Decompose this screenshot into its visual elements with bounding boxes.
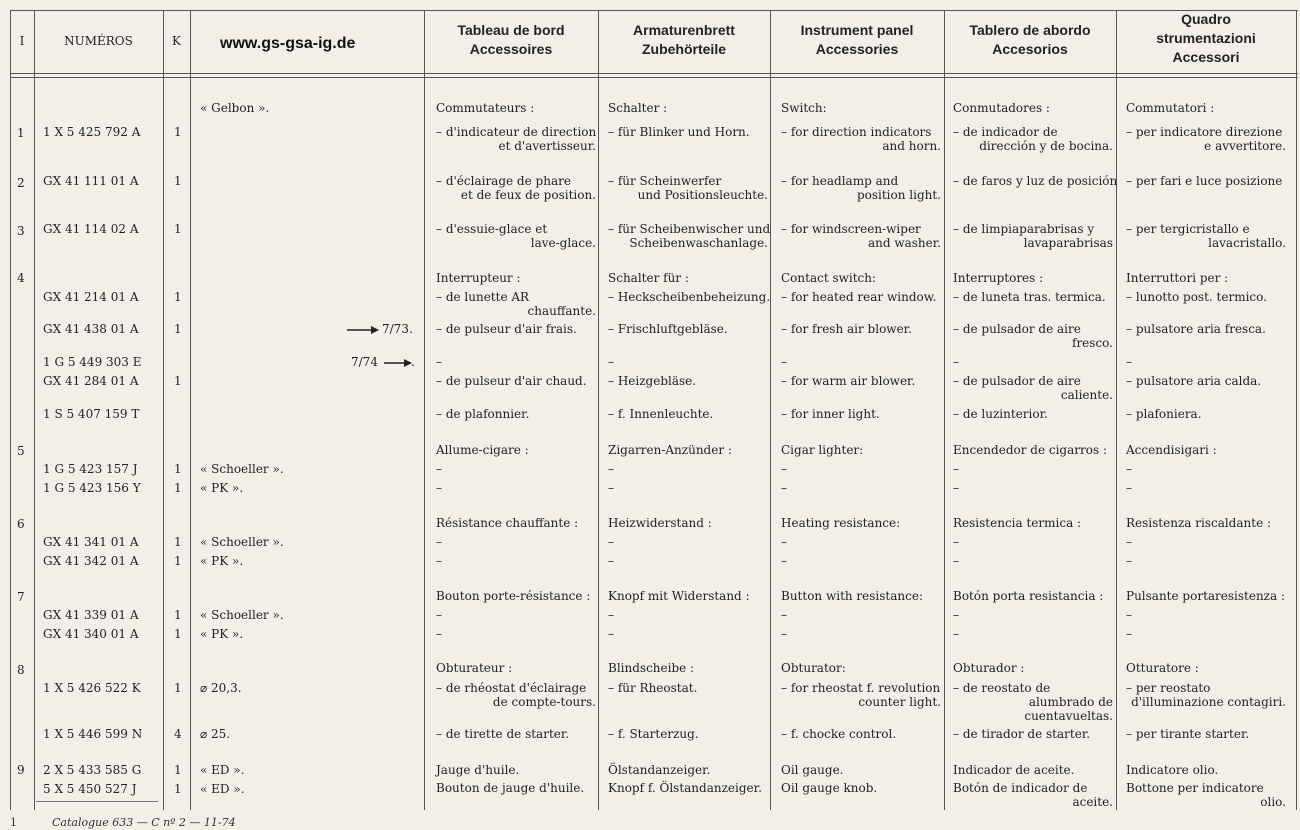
header-it-line2: strumentazioni — [1156, 30, 1256, 46]
es-text: – de indicador de — [953, 125, 1058, 139]
remark: ⌀ 25. — [200, 727, 231, 741]
part-number: 2 X 5 433 585 G — [43, 763, 142, 777]
header-index: I — [19, 34, 25, 48]
it-text: – pulsatore aria calda. — [1126, 374, 1262, 388]
es-text: – — [953, 481, 959, 495]
fr-text: – d'éclairage de phare — [436, 174, 571, 188]
es-text: caliente. — [1060, 388, 1113, 402]
es-text: cuentavueltas. — [1024, 709, 1113, 723]
it-text: – plafoniera. — [1126, 407, 1202, 421]
col-border-numbers — [163, 10, 164, 810]
it-text: – — [1126, 627, 1132, 641]
es-text: – — [953, 608, 959, 622]
de-text: – für Rheostat. — [608, 681, 698, 695]
en-text: position light. — [856, 188, 941, 202]
quantity: 1 — [174, 322, 182, 336]
fr-text: – — [436, 554, 442, 568]
es-text: Indicador de aceite. — [953, 763, 1075, 777]
header-it-line3: Accessori — [1172, 49, 1240, 65]
fr-text: Jauge d'huile. — [436, 763, 520, 777]
row-number: 6 — [17, 517, 25, 531]
fr-text: Interrupteur : — [436, 271, 521, 285]
fr-text: – — [436, 608, 442, 622]
part-number: 1 S 5 407 159 T — [43, 407, 140, 421]
fr-text: – — [436, 627, 442, 641]
col-border-de — [770, 10, 771, 810]
en-text: – for direction indicators — [781, 125, 932, 139]
row-number: 3 — [17, 224, 25, 238]
fr-text: – — [436, 481, 442, 495]
website-watermark: www.gs-gsa-ig.de — [220, 35, 356, 52]
col-border-fr — [598, 10, 599, 810]
part-number: GX 41 339 01 A — [43, 608, 139, 622]
it-text: olio. — [1260, 795, 1286, 809]
row-number: 2 — [17, 176, 25, 190]
remark: « PK ». — [200, 481, 244, 495]
fr-text: Allume-cigare : — [436, 443, 529, 457]
de-text: – — [608, 481, 614, 495]
de-text: Schalter : — [608, 101, 668, 115]
es-text: – de faros y luz de posición — [953, 174, 1118, 188]
it-text: Resistenza riscaldante : — [1126, 516, 1272, 530]
en-text: – — [781, 608, 787, 622]
es-text: lavaparabrisas — [1023, 236, 1113, 250]
it-text: Pulsante portaresistenza : — [1126, 589, 1286, 603]
it-text: Commutatori : — [1126, 101, 1215, 115]
quantity: 1 — [174, 290, 182, 304]
fr-text: et de feux de position. — [460, 188, 596, 202]
en-text: – — [781, 481, 787, 495]
de-text: – — [608, 554, 614, 568]
col-border-left — [10, 10, 11, 810]
it-text: – per tergicristallo e — [1126, 222, 1250, 236]
de-text: Scheibenwaschanlage. — [629, 236, 768, 250]
fr-text: – de pulseur d'air frais. — [436, 322, 577, 336]
remark: « Schoeller ». — [200, 535, 284, 549]
en-text: – for heated rear window. — [781, 290, 937, 304]
header-en — [770, 21, 944, 59]
arrow-right-icon — [383, 357, 413, 369]
fr-text: – — [436, 535, 442, 549]
de-text: und Positionsleuchte. — [637, 188, 768, 202]
es-text: Conmutadores : — [953, 101, 1050, 115]
fr-text: Obturateur : — [436, 661, 513, 675]
de-text: – — [608, 535, 614, 549]
en-text: – — [781, 554, 787, 568]
fr-text: – — [436, 355, 442, 369]
remark: « PK ». — [200, 554, 244, 568]
fr-text: – de plafonnier. — [436, 407, 530, 421]
header-es-line1: Tablero de abordo — [969, 22, 1091, 38]
es-text: fresco. — [1072, 336, 1113, 350]
quantity: 1 — [174, 681, 182, 695]
fr-text: Bouton porte-résistance : — [436, 589, 591, 603]
en-text: Switch: — [781, 101, 827, 115]
de-text: Ölstandanzeiger. — [608, 763, 711, 777]
es-text: – de luneta tras. termica. — [953, 290, 1106, 304]
en-text: – — [781, 627, 787, 641]
it-text: lavacristallo. — [1208, 236, 1286, 250]
header-separator — [10, 73, 1298, 74]
en-text: and horn. — [882, 139, 941, 153]
en-text: – f. chocke control. — [781, 727, 897, 741]
row-number: 4 — [17, 271, 25, 285]
es-text: Encendedor de cigarros : — [953, 443, 1107, 457]
de-text: Schalter für : — [608, 271, 689, 285]
en-text: and washer. — [867, 236, 941, 250]
de-text: – f. Innenleuchte. — [608, 407, 714, 421]
de-text: – — [608, 627, 614, 641]
part-number: GX 41 214 01 A — [43, 290, 139, 304]
table-top-border — [10, 10, 1298, 11]
part-number: 1 G 5 423 157 J — [43, 462, 138, 476]
it-text: – per fari e luce posizione — [1126, 174, 1283, 188]
quantity: 4 — [174, 727, 182, 741]
de-text: – für Blinker und Horn. — [608, 125, 750, 139]
es-text: – — [953, 627, 959, 641]
de-text: – Frischluftgebläse. — [608, 322, 728, 336]
col-border-k — [190, 10, 191, 810]
fr-text: Résistance chauffante : — [436, 516, 579, 530]
part-number: 1 X 5 425 792 A — [43, 125, 141, 139]
validity-date: 7/74 — [351, 355, 378, 369]
en-text: – — [781, 462, 787, 476]
part-number: 1 G 5 449 303 E — [43, 355, 142, 369]
row-number: 7 — [17, 590, 25, 604]
part-number: 1 G 5 423 156 Y — [43, 481, 141, 495]
quantity: 1 — [174, 554, 182, 568]
part-number: GX 41 111 01 A — [43, 174, 139, 188]
en-text: Oil gauge knob. — [781, 781, 878, 795]
header-en-line2: Accessories — [815, 41, 899, 57]
header-fr-line2: Accessoires — [469, 41, 553, 57]
remark: « ED ». — [200, 763, 245, 777]
fr-text: Bouton de jauge d'huile. — [436, 781, 585, 795]
fr-text: lave-glace. — [530, 236, 596, 250]
es-text: – de limpiaparabrisas y — [953, 222, 1095, 236]
fr-text: – — [436, 462, 442, 476]
quantity: 1 — [174, 462, 182, 476]
en-text: – for inner light. — [781, 407, 880, 421]
it-text: d'illuminazione contagiri. — [1131, 695, 1286, 709]
es-text: – — [953, 355, 959, 369]
header-en-line1: Instrument panel — [800, 22, 914, 38]
it-text: Otturatore : — [1126, 661, 1199, 675]
col-border-en — [944, 10, 945, 810]
es-text: Botón de indicador de — [953, 781, 1088, 795]
it-text: – — [1126, 462, 1132, 476]
last-row-underline — [36, 801, 158, 802]
de-text: – für Scheibenwischer und — [608, 222, 771, 236]
en-text: – for windscreen-wiper — [781, 222, 921, 236]
fr-text: chauffante. — [527, 304, 596, 318]
en-text: – — [781, 535, 787, 549]
remark: « ED ». — [200, 782, 245, 796]
catalogue-reference: Catalogue 633 — C nº 2 — 11-74 — [52, 816, 236, 829]
it-text: e avvertitore. — [1204, 139, 1286, 153]
en-text: Heating resistance: — [781, 516, 901, 530]
it-text: Interruttori per : — [1126, 271, 1229, 285]
it-text: – — [1126, 608, 1132, 622]
es-text: Interruptores : — [953, 271, 1044, 285]
part-number: 5 X 5 450 527 J — [43, 782, 137, 796]
de-text: Blindscheibe : — [608, 661, 695, 675]
part-number: 1 X 5 426 522 K — [43, 681, 141, 695]
es-text: Botón porta resistancia : — [953, 589, 1104, 603]
de-text: – für Scheinwerfer — [608, 174, 722, 188]
col-border-right — [1296, 10, 1297, 810]
es-text: – de luzinterior. — [953, 407, 1048, 421]
es-text: dirección y de bocina. — [979, 139, 1113, 153]
header-de — [598, 21, 770, 59]
it-text: – — [1126, 535, 1132, 549]
es-text: – de pulsador de aire — [953, 322, 1081, 336]
row-number: 9 — [17, 763, 25, 777]
quantity: 1 — [174, 535, 182, 549]
col-border-remarks — [424, 10, 425, 810]
part-number: GX 41 342 01 A — [43, 554, 139, 568]
row-number: 8 — [17, 663, 25, 677]
header-de-line2: Zubehörteile — [641, 41, 726, 57]
es-text: Resistencia termica : — [953, 516, 1082, 530]
remark: « Schoeller ». — [200, 608, 284, 622]
fr-text: Commutateurs : — [436, 101, 535, 115]
es-text: – de tirador de starter. — [953, 727, 1091, 741]
it-text: – — [1126, 554, 1132, 568]
header-it-line1: Quadro — [1181, 11, 1231, 27]
page-number: 1 — [10, 816, 17, 829]
row-number: 1 — [17, 126, 25, 140]
header-fr — [424, 21, 598, 59]
fr-text: – de pulseur d'air chaud. — [436, 374, 587, 388]
part-number: GX 41 284 01 A — [43, 374, 139, 388]
fr-text: – d'essuie-glace et — [436, 222, 548, 236]
fr-text: et d'avertisseur. — [498, 139, 596, 153]
en-text: – for rheostat f. revolution — [781, 681, 941, 695]
es-text: – de reostato de — [953, 681, 1051, 695]
header-it — [1116, 10, 1296, 67]
remark: ⌀ 20,3. — [200, 681, 242, 695]
en-text: Cigar lighter: — [781, 443, 864, 457]
es-text: alumbrado de — [1028, 695, 1113, 709]
quantity: 1 — [174, 608, 182, 622]
de-text: Knopf mit Widerstand : — [608, 589, 750, 603]
en-text: – for fresh air blower. — [781, 322, 912, 336]
it-text: – per indicatore direzione — [1126, 125, 1283, 139]
fr-text: – de lunette AR — [436, 290, 530, 304]
es-text: Obturador : — [953, 661, 1025, 675]
remark: « PK ». — [200, 627, 244, 641]
es-text: – — [953, 462, 959, 476]
de-text: – — [608, 608, 614, 622]
it-text: Bottone per indicatore — [1126, 781, 1264, 795]
part-number: GX 41 340 01 A — [43, 627, 139, 641]
quantity: 1 — [174, 374, 182, 388]
it-text: – lunotto post. termico. — [1126, 290, 1267, 304]
en-text: Obturator: — [781, 661, 846, 675]
de-text: Knopf f. Ölstandanzeiger. — [608, 781, 762, 795]
it-text: – pulsatore aria fresca. — [1126, 322, 1266, 336]
quantity: 1 — [174, 782, 182, 796]
quantity: 1 — [174, 125, 182, 139]
header-k: K — [172, 34, 181, 48]
validity-date: 7/73. — [382, 322, 413, 336]
fr-text: – de rhéostat d'éclairage — [436, 681, 587, 695]
es-text: – de pulsador de aire — [953, 374, 1081, 388]
es-text: aceite. — [1072, 795, 1113, 809]
fr-text: – d'indicateur de direction — [436, 125, 597, 139]
remark: « Gelbon ». — [200, 101, 270, 115]
it-text: Indicatore olio. — [1126, 763, 1219, 777]
part-number: GX 41 438 01 A — [43, 322, 139, 336]
en-text: – — [781, 355, 787, 369]
it-text: – per tirante starter. — [1126, 727, 1250, 741]
en-text: Oil gauge. — [781, 763, 844, 777]
remark: « Schoeller ». — [200, 462, 284, 476]
quantity: 1 — [174, 481, 182, 495]
header-numbers: NUMÉROS — [64, 34, 133, 48]
part-number: 1 X 5 446 599 N — [43, 727, 143, 741]
de-text: – — [608, 355, 614, 369]
col-border-es — [1116, 10, 1117, 810]
de-text: – Heizgebläse. — [608, 374, 697, 388]
fr-text: de compte-tours. — [492, 695, 596, 709]
es-text: – — [953, 535, 959, 549]
de-text: Heizwiderstand : — [608, 516, 712, 530]
it-text: – — [1126, 481, 1132, 495]
en-text: – for headlamp and — [781, 174, 899, 188]
header-separator-inner — [10, 77, 1298, 78]
en-text: – for warm air blower. — [781, 374, 916, 388]
it-text: – per reostato — [1126, 681, 1211, 695]
col-border-index — [34, 10, 35, 810]
fr-text: – de tirette de starter. — [436, 727, 570, 741]
de-text: – f. Starterzug. — [608, 727, 699, 741]
de-text: Zigarren-Anzünder : — [608, 443, 732, 457]
quantity: 1 — [174, 627, 182, 641]
de-text: – — [608, 462, 614, 476]
header-es — [944, 21, 1116, 59]
part-number: GX 41 341 01 A — [43, 535, 139, 549]
es-text: – — [953, 554, 959, 568]
part-number: GX 41 114 02 A — [43, 222, 139, 236]
it-text: – — [1126, 355, 1132, 369]
en-text: counter light. — [858, 695, 941, 709]
en-text: Button with resistance: — [781, 589, 923, 603]
quantity: 1 — [174, 222, 182, 236]
validity-dot: . — [411, 355, 415, 369]
header-de-line1: Armaturenbrett — [633, 22, 735, 38]
quantity: 1 — [174, 763, 182, 777]
arrow-right-icon — [346, 324, 380, 336]
header-es-line2: Accesorios — [992, 41, 1068, 57]
de-text: – Heckscheibenbeheizung. — [608, 290, 771, 304]
it-text: Accendisigari : — [1126, 443, 1217, 457]
header-fr-line1: Tableau de bord — [457, 22, 565, 38]
row-number: 5 — [17, 444, 25, 458]
quantity: 1 — [174, 174, 182, 188]
en-text: Contact switch: — [781, 271, 877, 285]
